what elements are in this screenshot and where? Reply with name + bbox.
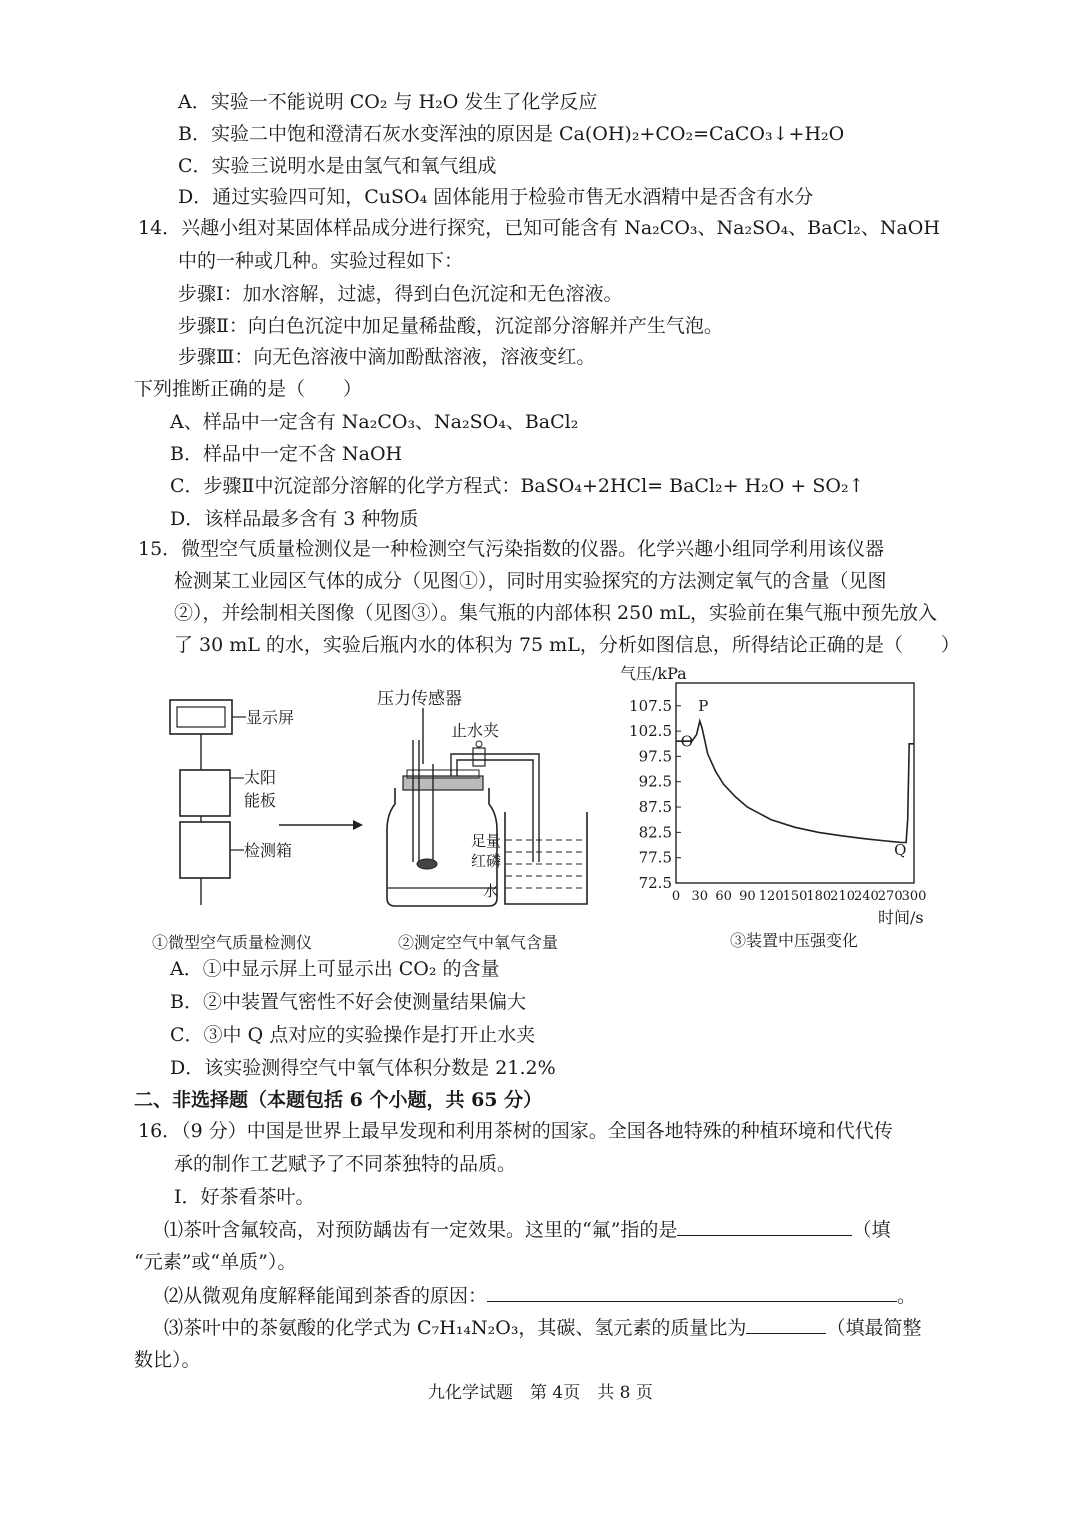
- x-tick-label: 90: [739, 889, 756, 904]
- chart-frame: [676, 683, 914, 883]
- q16-part-1-cont: “元素”或“单质”）。: [134, 1251, 297, 1273]
- x-tick-label: 120: [758, 889, 784, 904]
- q14-stem-2: 中的一种或几种。实验过程如下：: [178, 250, 464, 272]
- q16-part-3: [164, 1313, 921, 1342]
- q16-part-2: [164, 1281, 916, 1310]
- y-tick-label: 77.5: [638, 848, 672, 867]
- q15-stem-2: 检测某工业园区气体的成分（见图①），同时用实验探究的方法测定氧气的含量（见图: [174, 570, 887, 592]
- fig2-label-water: 水: [483, 882, 499, 900]
- point-label-o: O: [680, 732, 694, 751]
- section-2-title: 二、非选择题（本题包括 6 个小题，共 65 分）: [134, 1089, 543, 1111]
- q16-stem-1: 16．（9 分）中国是世界上最早发现和利用茶树的国家。全国各地特殊的种植环境和代代传: [138, 1120, 893, 1142]
- pressure-chart: [610, 655, 940, 930]
- q16-part-3-text: ⑶茶叶中的茶氨酸的化学式为 C₇H₁₄N₂O₃，其碳、氢元素的质量比为: [164, 1317, 747, 1339]
- answer-blank-1[interactable]: [677, 1215, 852, 1236]
- q16-subtitle: Ⅰ．好茶看茶叶。: [174, 1186, 315, 1208]
- q14-question: 下列推断正确的是（ ）: [134, 378, 363, 400]
- q16-part-1: [164, 1215, 890, 1244]
- y-tick-label: 97.5: [638, 747, 672, 766]
- page-footer: 九化学试题 第 4页 共 8 页: [428, 1383, 653, 1403]
- q16-part-1-tail: （填: [852, 1219, 891, 1241]
- fig1-label-solar-1: 太阳: [244, 768, 277, 787]
- y-tick-label: 82.5: [638, 823, 672, 842]
- point-label-q: Q: [894, 841, 907, 860]
- q13-option-a: A．实验一不能说明 CO₂ 与 H₂O 发生了化学反应: [178, 91, 598, 113]
- q15-option-d: D．该实验测得空气中氧气体积分数是 21.2%: [170, 1057, 556, 1079]
- y-tick-label: 72.5: [638, 874, 672, 892]
- q14-option-c: C．步骤Ⅱ中沉淀部分溶解的化学方程式：BaSO₄+2HCl= BaCl₂+ H₂O + SO₂↑: [170, 475, 865, 497]
- y-tick-label: 87.5: [638, 798, 672, 817]
- q13-option-d: D．通过实验四可知，CuSO₄ 固体能用于检验市售无水酒精中是否含有水分: [178, 186, 814, 208]
- x-tick-label: 180: [806, 889, 832, 904]
- chart-y-label: 气压/kPa: [620, 664, 687, 683]
- answer-blank-2[interactable]: [487, 1281, 897, 1302]
- q14-option-d: D．该样品最多含有 3 种物质: [170, 508, 419, 530]
- q15-stem-4: 了 30 mL 的水，实验后瓶内水的体积为 75 mL，分析如图信息，所得结论正确的是（ ）: [174, 634, 960, 656]
- x-tick-label: 60: [715, 889, 732, 904]
- q13-option-b: B．实验二中饱和澄清石灰水变浑浊的原因是 Ca(OH)₂+CO₂=CaCO₃↓+H₂O: [178, 123, 845, 145]
- x-tick-label: 300: [901, 889, 927, 904]
- q16-part-2-tail: 。: [897, 1285, 917, 1307]
- fig2-label-pressure-sensor: 压力传感器: [377, 689, 462, 709]
- x-tick-label: 0: [671, 889, 681, 904]
- fig1-label-display: 显示屏: [246, 708, 295, 727]
- x-tick-label: 30: [691, 889, 709, 904]
- chart-x-label: 时间/s: [878, 908, 924, 927]
- fig1-caption: ①微型空气质量检测仪: [152, 933, 313, 952]
- q15-stem-1: 15．微型空气质量检测仪是一种检测空气污染指数的仪器。化学兴趣小组同学利用该仪器: [138, 538, 885, 560]
- q16-part-2-text: ⑵从微观角度解释能闻到茶香的原因：: [164, 1285, 488, 1307]
- q16-stem-2: 承的制作工艺赋予了不同茶独特的品质。: [174, 1153, 517, 1175]
- x-tick-label: 210: [830, 889, 856, 904]
- pressure-curve: [676, 721, 914, 843]
- figure-oxygen-apparatus: [355, 680, 605, 920]
- q16-part-3-cont: 数比）。: [134, 1349, 201, 1371]
- x-tick-label: 240: [853, 889, 879, 904]
- y-tick-label: 107.5: [629, 696, 672, 715]
- fig2-label-ample: 足量: [471, 832, 502, 850]
- fig3-caption: ③装置中压强变化: [730, 931, 859, 950]
- q14-step-2: 步骤Ⅱ：向白色沉淀中加足量稀盐酸，沉淀部分溶解并产生气泡。: [178, 315, 723, 337]
- q15-option-c: C．③中 Q 点对应的实验操作是打开止水夹: [170, 1024, 536, 1046]
- point-label-p: P: [698, 696, 709, 715]
- fig1-label-solar-2: 能板: [244, 791, 277, 810]
- arrow-icon: [275, 815, 365, 835]
- fig2-label-red-phosphorus: 红磷: [471, 852, 502, 870]
- y-tick-label: 102.5: [629, 722, 672, 741]
- q16-part-3-tail: （填最简整: [826, 1317, 922, 1339]
- fig2-caption: ②测定空气中氧气含量: [398, 933, 559, 952]
- q16-part-1-text: ⑴茶叶含氟较高，对预防龋齿有一定效果。这里的“氟”指的是: [164, 1219, 678, 1241]
- q13-option-c: C．实验三说明水是由氢气和氧气组成: [178, 155, 497, 177]
- x-tick-label: 150: [782, 889, 808, 904]
- q14-option-a: A、样品中一定含有 Na₂CO₃、Na₂SO₄、BaCl₂: [170, 411, 579, 433]
- q14-stem-1: 14．兴趣小组对某固体样品成分进行探究，已知可能含有 Na₂CO₃、Na₂SO₄、BaCl₂、NaOH: [138, 217, 940, 239]
- x-tick-label: 270: [877, 889, 903, 904]
- y-tick-label: 92.5: [638, 772, 672, 791]
- figure-air-quality-monitor: [150, 690, 370, 920]
- q15-option-b: B．②中装置气密性不好会使测量结果偏大: [170, 991, 526, 1013]
- q14-step-3: 步骤Ⅲ：向无色溶液中滴加酚酞溶液，溶液变红。: [178, 346, 596, 368]
- q14-option-b: B．样品中一定不含 NaOH: [170, 443, 403, 465]
- q15-stem-3: ②），并绘制相关图像（见图③）。集气瓶的内部体积 250 mL，实验前在集气瓶中预先放入: [174, 602, 937, 624]
- answer-blank-3[interactable]: [746, 1313, 826, 1334]
- fig1-label-detector: 检测箱: [244, 841, 293, 860]
- q14-step-1: 步骤Ⅰ：加水溶解，过滤，得到白色沉淀和无色溶液。: [178, 283, 623, 305]
- fig2-label-clamp: 止水夹: [451, 721, 500, 740]
- q15-option-a: A．①中显示屏上可显示出 CO₂ 的含量: [170, 958, 500, 980]
